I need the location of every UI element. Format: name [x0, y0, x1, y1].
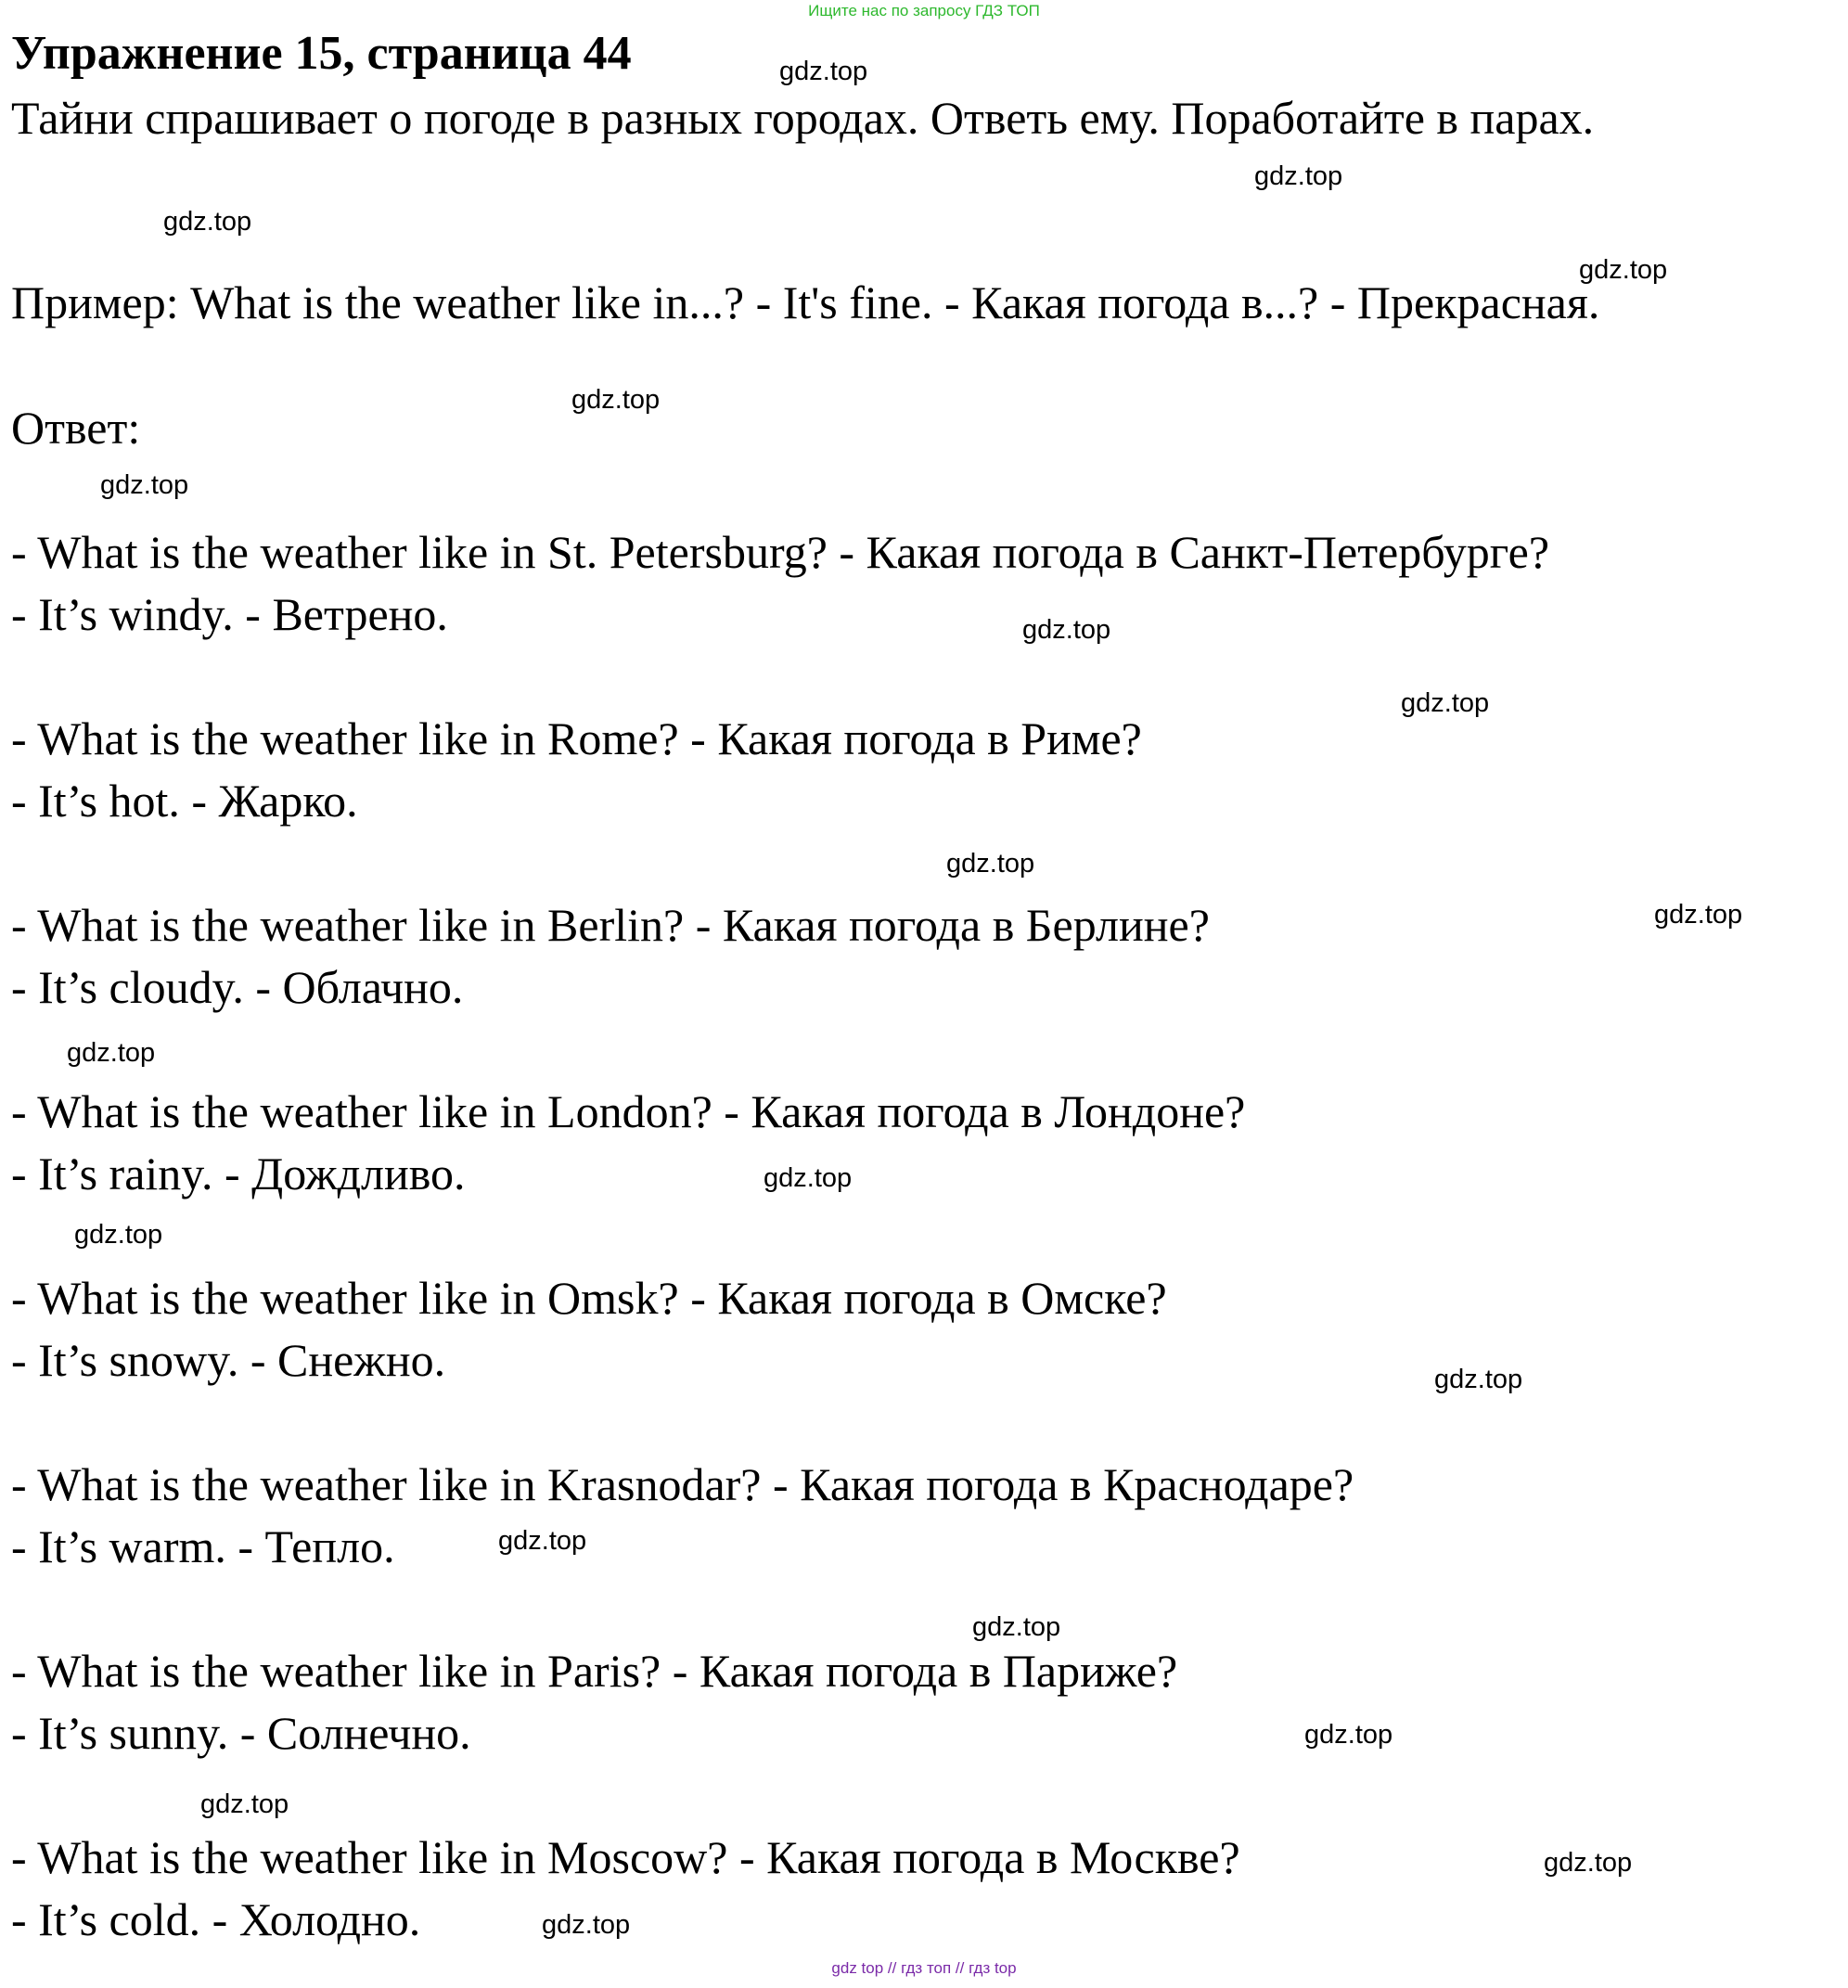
- dialogue-question: - What is the weather like in Krasnodar? - Какая погода в Краснодаре?: [11, 1458, 1354, 1510]
- watermark: gdz.top: [74, 1220, 163, 1250]
- dialogue-reply: - It’s windy. - Ветрено.: [11, 588, 448, 640]
- watermark: gdz.top: [1022, 615, 1111, 645]
- dialogue-question: - What is the weather like in Berlin? - Какая погода в Берлине?: [11, 899, 1210, 951]
- watermark: gdz.top: [779, 57, 868, 86]
- dialogue-question: - What is the weather like in Rome? - Какая погода в Риме?: [11, 712, 1142, 764]
- dialogue-reply: - It’s rainy. - Дождливо.: [11, 1148, 466, 1199]
- dialogue-question: - What is the weather like in Paris? - Какая погода в Париже?: [11, 1645, 1178, 1697]
- watermark: gdz.top: [1544, 1848, 1633, 1878]
- answer-label: Ответ:: [11, 402, 141, 454]
- watermark: gdz.top: [1434, 1365, 1523, 1394]
- watermark: gdz.top: [1304, 1720, 1393, 1750]
- watermark: gdz.top: [163, 207, 252, 237]
- watermark: gdz.top: [764, 1163, 853, 1193]
- dialogue-reply: - It’s hot. - Жарко.: [11, 775, 358, 827]
- watermark: gdz.top: [67, 1038, 156, 1068]
- top-banner: Ищите нас по запросу ГДЗ ТОП: [808, 2, 1040, 19]
- dialogue-reply: - It’s warm. - Тепло.: [11, 1520, 395, 1572]
- watermark: gdz.top: [946, 849, 1035, 879]
- watermark: gdz.top: [972, 1612, 1061, 1642]
- watermark: gdz.top: [498, 1526, 587, 1556]
- bottom-banner: gdz top // гдз топ // гдз top: [831, 1959, 1017, 1977]
- watermark: gdz.top: [200, 1789, 289, 1819]
- dialogue-question: - What is the weather like in London? - Какая погода в Лондоне?: [11, 1085, 1246, 1137]
- dialogue-reply: - It’s sunny. - Солнечно.: [11, 1707, 471, 1759]
- example-text: Пример: What is the weather like in...? - It's fine. - Какая погода в...? - Прекрасная.: [11, 276, 1600, 328]
- dialogue-reply: - It’s cold. - Холодно.: [11, 1893, 421, 1945]
- watermark: gdz.top: [1401, 688, 1490, 718]
- dialogue-question: - What is the weather like in Moscow? - Какая погода в Москве?: [11, 1831, 1240, 1883]
- dialogue-reply: - It’s snowy. - Снежно.: [11, 1334, 446, 1386]
- dialogue-reply: - It’s cloudy. - Облачно.: [11, 961, 464, 1013]
- task-text: Тайни спрашивает о погоде в разных городах. Ответь ему. Поработайте в парах.: [11, 92, 1595, 144]
- watermark: gdz.top: [1254, 161, 1343, 191]
- watermark: gdz.top: [571, 385, 661, 415]
- watermark: gdz.top: [1579, 255, 1668, 285]
- watermark: gdz.top: [1654, 900, 1743, 930]
- watermark: gdz.top: [100, 470, 189, 500]
- dialogue-question: - What is the weather like in Omsk? - Какая погода в Омске?: [11, 1272, 1167, 1324]
- watermark: gdz.top: [542, 1910, 631, 1940]
- page-title: Упражнение 15, страница 44: [11, 27, 632, 80]
- dialogue-question: - What is the weather like in St. Petersburg? - Какая погода в Санкт-Петербурге?: [11, 526, 1550, 578]
